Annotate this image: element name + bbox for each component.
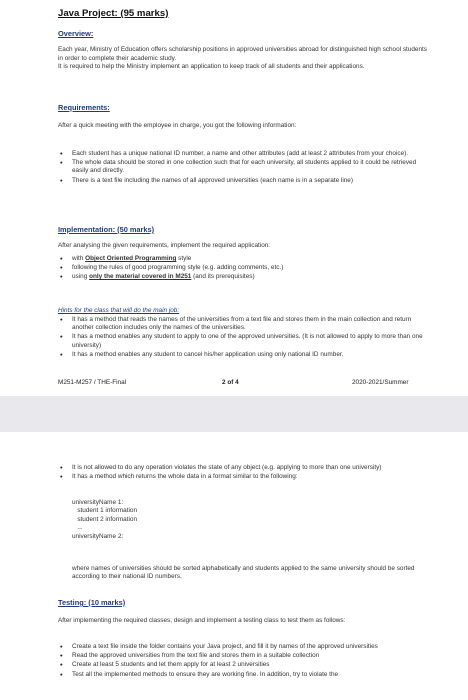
list-item: • It has a method that reads the names of the universities from a text file and stores them in the main collection and return another collection includes only the names of the universities. — [58, 316, 430, 332]
list-item: • Read the approved universities from the text file and stores them in a suitable collection — [58, 652, 430, 660]
overview-heading: Overview: — [58, 29, 94, 38]
footer-term: 2020-2021/Summer — [352, 379, 409, 386]
implementation-list — [58, 255, 430, 283]
project-title: Java Project: (95 marks) — [58, 8, 169, 19]
implementation-heading: Implementation: (50 marks) — [58, 225, 155, 234]
item-text: style — [176, 255, 192, 262]
hints-list-continued — [58, 464, 430, 482]
list-item: • It has a method which returns the whole data in a format similar to the following: — [58, 473, 430, 481]
document-page-3 — [0, 432, 468, 700]
overview-paragraph-1: Each year, Ministry of Education offers scholarship positions in approved universities abroad for distinguished high school students in order to complete their academic study. — [58, 46, 427, 62]
testing-section — [58, 599, 428, 626]
list-item: • It is not allowed to do any operation violates the state of any object (e.g. applying to more than one university) — [58, 464, 430, 472]
item-text: (and its prerequisites) — [191, 273, 255, 281]
format-line: student 2 information — [72, 515, 138, 523]
implementation-intro: After analysing the given requirements, implement the required application: — [58, 242, 271, 250]
requirements-list — [58, 150, 430, 186]
hints-list — [58, 316, 430, 360]
page-gap — [0, 396, 468, 432]
list-item: • It has a method enables any student to apply to one of the approved universities. (It is not allowed to apply to more than one university) — [58, 333, 430, 349]
hints-section — [58, 307, 428, 315]
list-item: • There is a text file including the names of all approved universities (each name is in a separate line) — [58, 177, 430, 185]
item-emphasis: only the material covered in M251 — [89, 273, 192, 281]
output-format-example — [72, 499, 137, 541]
format-line: universityName 2: — [72, 532, 124, 540]
testing-heading: Testing: (10 marks) — [58, 598, 126, 607]
list-item: • Create a text file inside the folder contains your Java project, and fill it by names of the approved universities — [58, 643, 430, 651]
format-note: where names of universities should be sorted alphabetically and students applied to the same university should be sorted according to their national ID numbers. — [72, 565, 415, 581]
requirements-heading: Requirements: — [58, 103, 110, 112]
overview-section — [58, 30, 428, 72]
list-item: • Each student has a unique national ID number, a name and other attributes (add at least 2 attributes from your choice). — [58, 150, 430, 158]
list-item: • It has a method enables any student to cancel his/her application using only national ID number. — [58, 351, 430, 359]
item-text: using — [72, 273, 90, 281]
list-item: • Test all the implemented methods to ensure they are working fine. In addition, try to violate the — [58, 671, 430, 679]
list-item: • Create at least 5 students and let them apply for at least 2 universities — [58, 661, 430, 669]
format-line: student 1 information — [72, 507, 138, 515]
testing-intro: After implementing the required classes, design and implement a testing class to test them as follows: — [58, 617, 346, 625]
list-item: • The whole data should be stored in one collection such that for each university, all students applied to it could be retrieved easily and directly. — [58, 159, 430, 175]
list-item — [58, 273, 430, 281]
list-item — [58, 255, 430, 263]
footer-page-number: 2 of 4 — [222, 379, 239, 386]
format-line: universityName 1: — [72, 499, 124, 506]
list-item: • following the rules of good programming style (e.g. adding comments, etc.) — [58, 264, 430, 272]
hints-heading: Hints for the class that will do the main job: — [58, 307, 180, 314]
item-emphasis: Object Oriented Programming — [85, 255, 177, 262]
format-line: ... — [72, 524, 83, 532]
footer-course: M251-M257 / THE-Final — [58, 379, 127, 386]
testing-list — [58, 643, 430, 680]
implementation-section — [58, 226, 428, 251]
requirements-section — [58, 104, 428, 131]
item-text: with — [72, 255, 86, 262]
overview-paragraph-2: It is required to help the Ministry implement an application to keep track of all students and their applications. — [58, 63, 365, 71]
requirements-intro: After a quick meeting with the employee in charge, you got the following information: — [58, 122, 297, 130]
